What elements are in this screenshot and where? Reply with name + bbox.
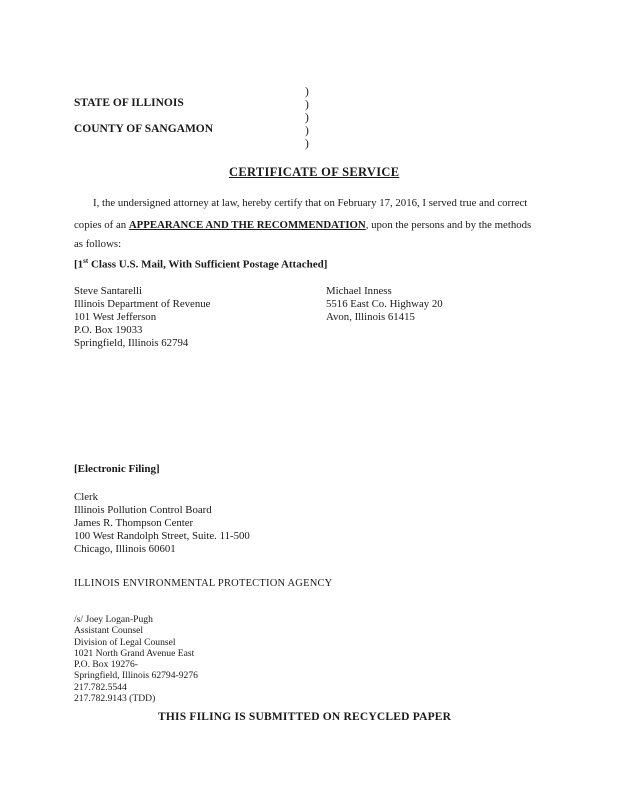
electronic-recipient-address	[74, 491, 250, 556]
address-line: Chicago, Illinois 60601	[74, 543, 176, 555]
recipient-right-address	[326, 285, 443, 324]
recycled-paper-footer: THIS FILING IS SUBMITTED ON RECYCLED PAPER	[158, 711, 452, 723]
electronic-filing-heading: [Electronic Filing]	[74, 463, 160, 475]
intro-text: copies of an	[74, 219, 129, 231]
heading-text: Class U.S. Mail, With Sufficient Postage Attached]	[88, 258, 328, 271]
address-line: 101 West Jefferson	[74, 311, 157, 323]
address-line: 5516 East Co. Highway 20	[326, 298, 443, 310]
address-line: Illinois Department of Revenue	[74, 298, 211, 310]
caption-paren: )	[305, 86, 309, 98]
signature-line: Springfield, Illinois 62794-9276	[74, 670, 198, 682]
caption-paren: )	[305, 125, 309, 137]
address-line: Avon, Illinois 61415	[326, 311, 415, 323]
intro-line-2	[74, 216, 531, 234]
address-line: Steve Santarelli	[74, 285, 143, 297]
signature-line: Division of Legal Counsel	[74, 636, 176, 648]
caption-paren: )	[305, 112, 309, 124]
signature-line: P.O. Box 19276-	[74, 659, 138, 671]
address-line: James R. Thompson Center	[74, 517, 194, 529]
signature-block	[74, 614, 198, 704]
address-line: Michael Inness	[326, 285, 392, 297]
mail-method-heading	[74, 257, 327, 271]
intro-line-3: as follows:	[74, 238, 122, 250]
agency-name: ILLINOIS ENVIRONMENTAL PROTECTION AGENCY	[74, 578, 333, 589]
address-line: 100 West Randolph Street, Suite. 11-500	[74, 530, 250, 542]
address-line: Illinois Pollution Control Board	[74, 504, 212, 516]
heading-superscript: st	[83, 257, 89, 265]
signature-line: 217.782.9143 (TDD)	[74, 693, 156, 705]
intro-text: , upon the persons and by the methods	[365, 219, 532, 231]
caption-paren: )	[305, 99, 309, 111]
signature-line: Assistant Counsel	[74, 625, 144, 637]
caption-county: COUNTY OF SANGAMON	[74, 123, 214, 135]
signature-line: /s/ Joey Logan-Pugh	[74, 614, 153, 625]
served-documents: APPEARANCE AND THE RECOMMENDATION	[128, 219, 366, 231]
signature-line: 217.782.5544	[74, 681, 127, 693]
address-line: Clerk	[74, 491, 98, 503]
document-title: CERTIFICATE OF SERVICE	[229, 165, 400, 179]
intro-line-1: I, the undersigned attorney at law, hereby certify that on February 17, 2016, I served true and correct	[93, 197, 528, 209]
address-line: P.O. Box 19033	[74, 324, 143, 336]
address-line: Springfield, Illinois 62794	[74, 337, 189, 349]
heading-text: [1	[74, 258, 84, 271]
signature-line: 1021 North Grand Avenue East	[74, 647, 195, 659]
recipient-left-address	[74, 285, 210, 350]
caption-paren: )	[305, 138, 309, 150]
caption-state: STATE OF ILLINOIS	[74, 97, 184, 109]
